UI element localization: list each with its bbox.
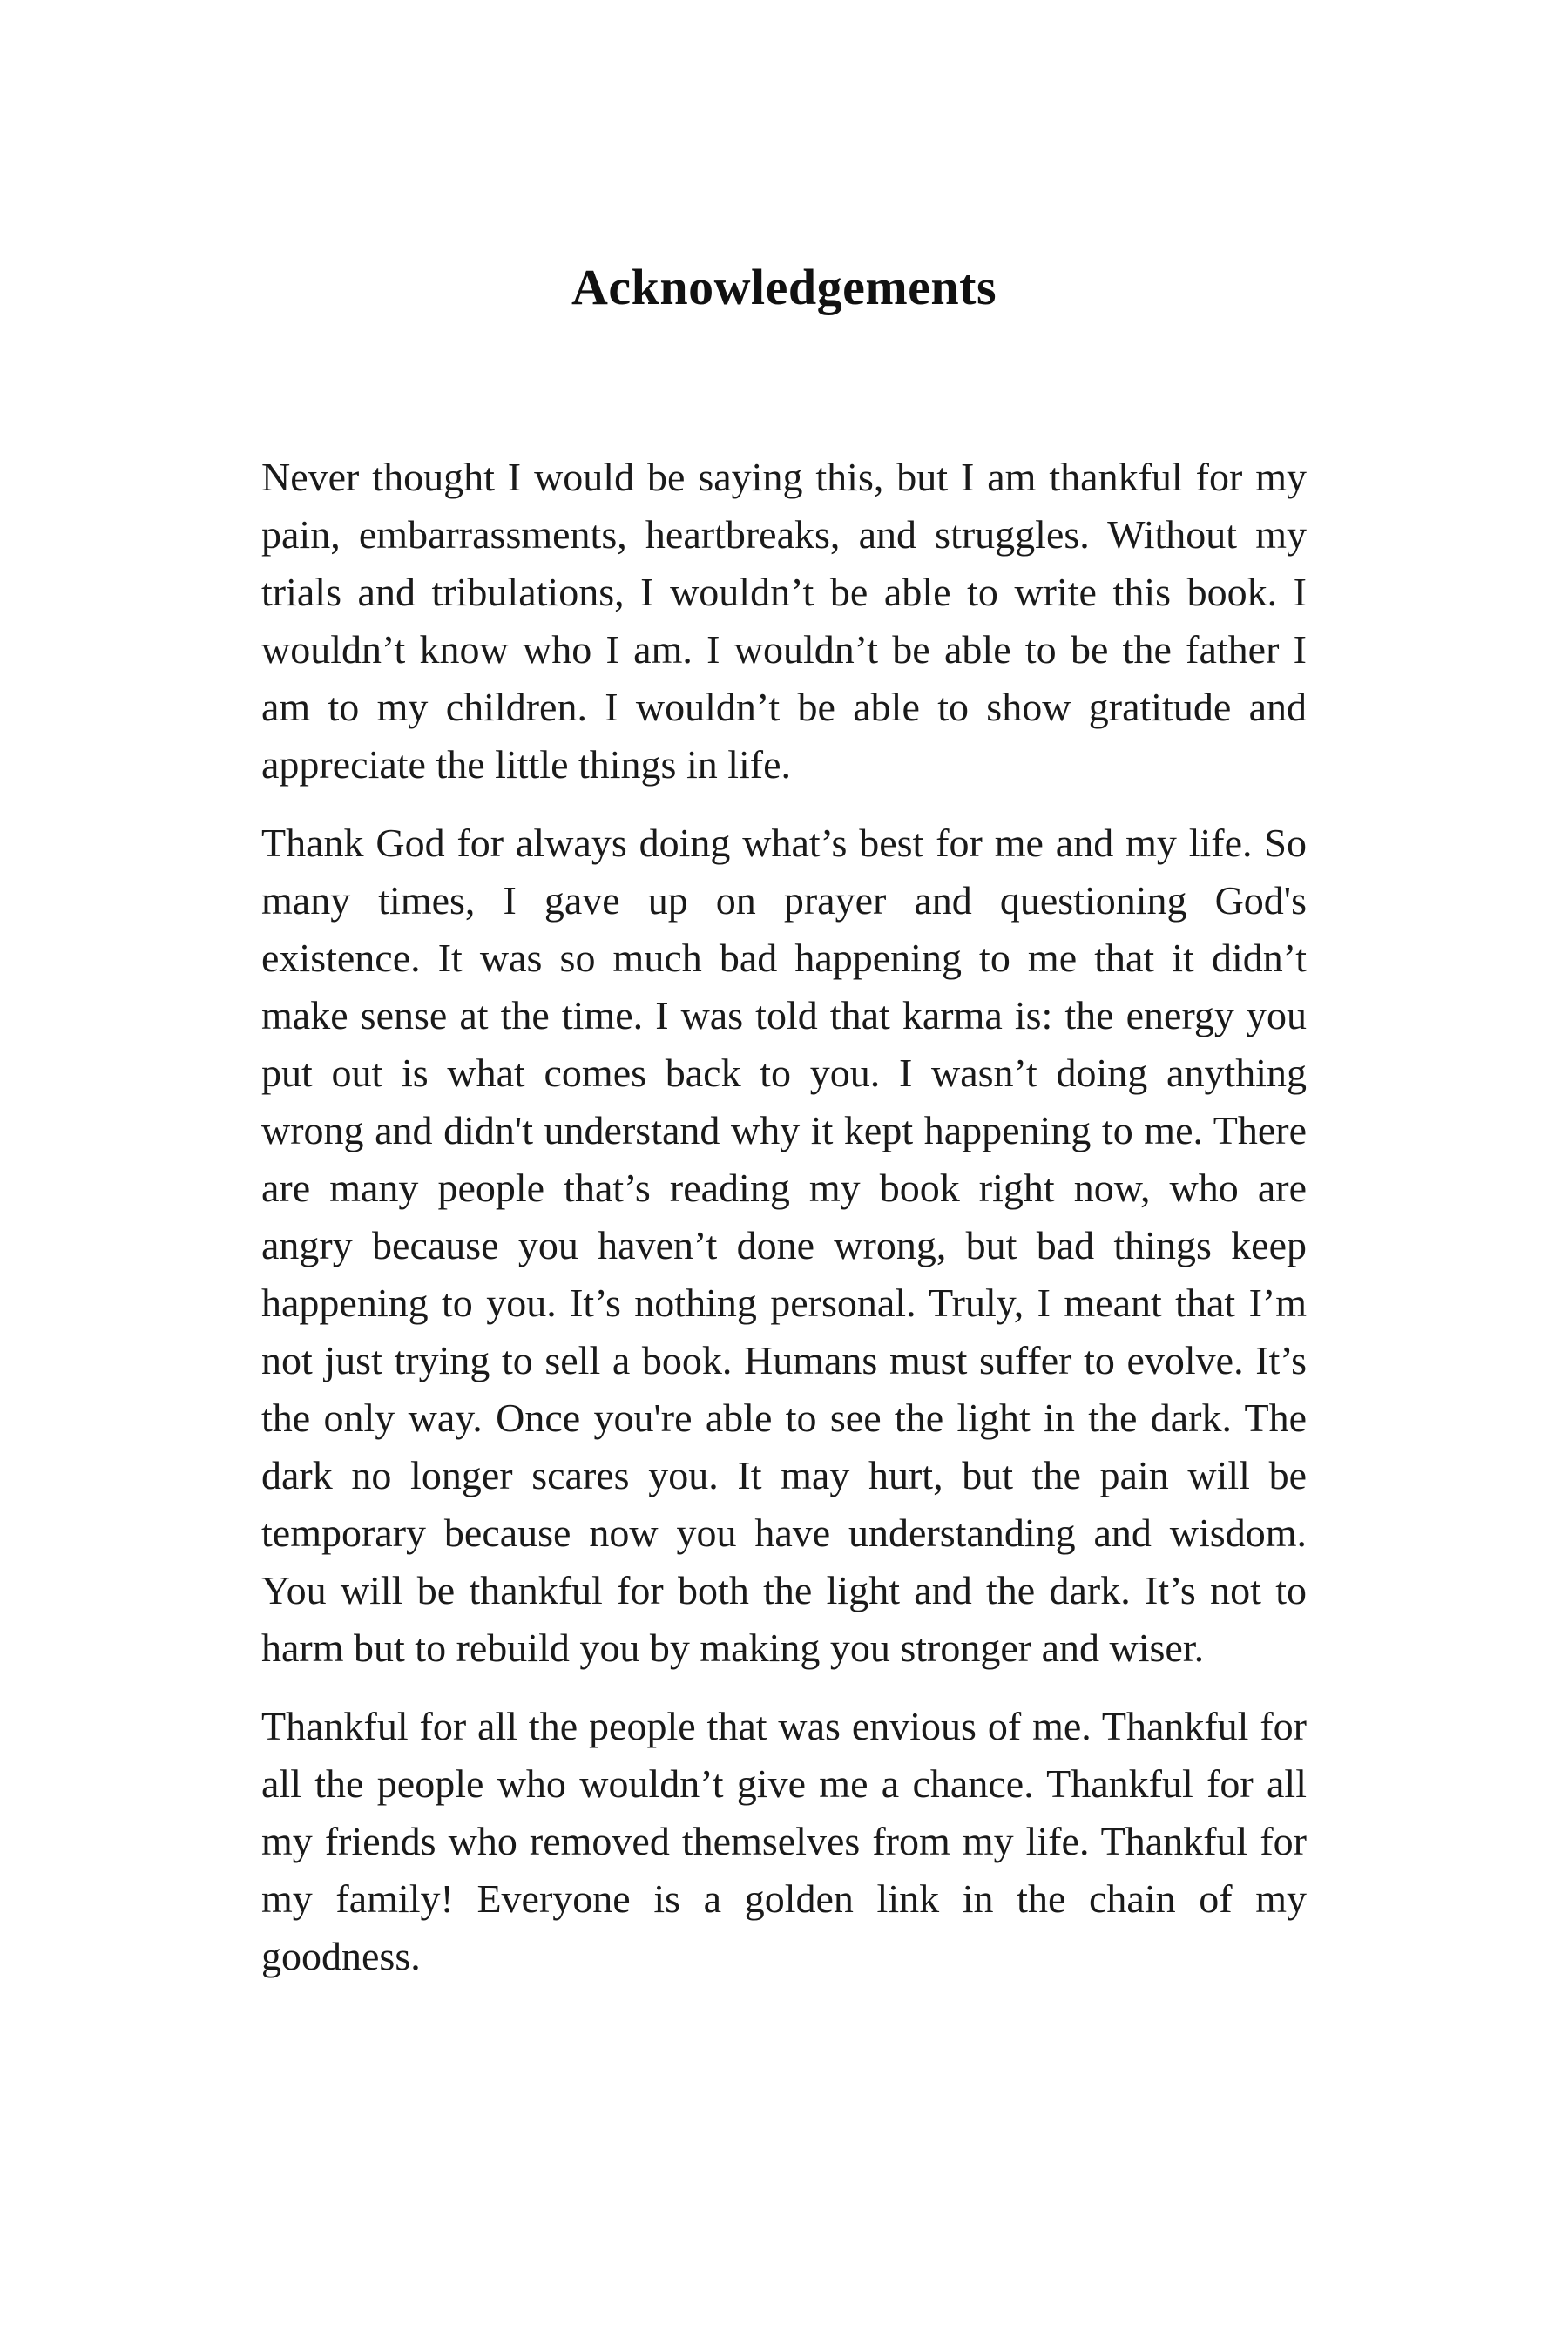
body-text xyxy=(261,449,1307,2006)
paragraph-3: Thankful for all the people that was envious of me. Thankful for all the people who wouldn’t give me a chance. Thankful for all my friends who removed themselves from my life. Thankful for my family! Everyone is a golden link in the chain of my goodness. xyxy=(261,1704,1307,1978)
paragraph-1: Never thought I would be saying this, but I am thankful for my pain, embarrassments, heartbreaks, and struggles. Without my trials and tribulations, I wouldn’t be able to write this book. I wouldn’t know who I am. I wouldn’t be able to be the father I am to my children. I wouldn’t be able to show gratitude and appreciate the little things in life. xyxy=(261,455,1307,787)
paragraph-2: Thank God for always doing what’s best for me and my life. So many times, I gave up on prayer and questioning God's existence. It was so much bad happening to me that it didn’t make sense at the time. I was told that karma is: the energy you put out is what comes back to you. I wasn’t doing anything wrong and didn't understand why it kept happening to me. There are many people that’s reading my book right now, who are angry because you haven’t done wrong, but bad things keep happening to you. It’s nothing personal. Truly, I meant that I’m not just trying to sell a book. Humans must suffer to evolve. It’s the only way. Once you're able to see the light in the dark. The dark no longer scares you. It may hurt, but the pain will be temporary because now you have understanding and wisdom. You will be thankful for both the light and the dark. It’s not to harm but to rebuild you by making you stronger and wiser. xyxy=(261,821,1307,1670)
page-title: Acknowledgements xyxy=(571,259,997,315)
